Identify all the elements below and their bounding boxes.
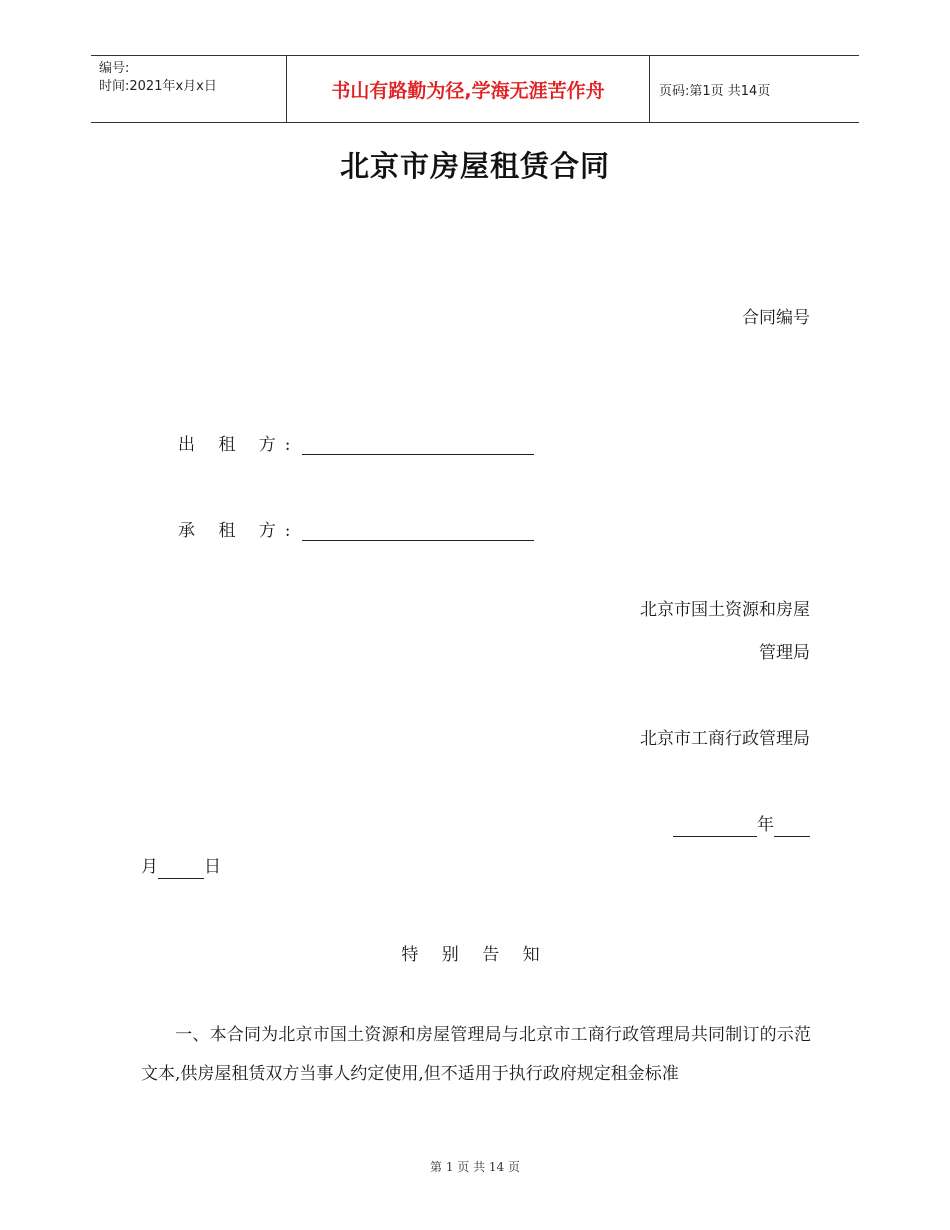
lessee-row [178, 516, 534, 541]
page-footer: 第 1 页 共 14 页 [430, 1160, 520, 1174]
date-month-row [141, 855, 221, 879]
document-header [91, 55, 859, 123]
header-motto: 书山有路勤为径,学海无涯苦作舟 [331, 79, 605, 102]
issuer-line-2: 管理局 [759, 643, 810, 663]
month-blank[interactable] [774, 818, 810, 837]
date-year-row [673, 813, 810, 837]
year-char: 年 [757, 815, 774, 835]
notice-paragraph-1 [141, 1016, 811, 1094]
number-label: 编号: [99, 61, 130, 76]
year-blank[interactable] [673, 818, 757, 837]
contract-number-label: 合同编号 [742, 308, 810, 328]
time-label: 时间:2021年x月x日 [99, 79, 217, 94]
day-blank[interactable] [158, 860, 204, 879]
notice-title: 特 别 告 知 [401, 945, 549, 965]
lessor-label: 出 租 方: [178, 435, 300, 455]
lessee-label: 承 租 方: [178, 521, 300, 541]
issuer-line-3: 北京市工商行政管理局 [640, 729, 810, 749]
document-title: 北京市房屋租赁合同 [339, 149, 610, 183]
issuer-line-1: 北京市国土资源和房屋 [640, 600, 810, 620]
header-page-label: 页码:第1页 共14页 [659, 84, 771, 99]
lessor-blank[interactable] [302, 436, 534, 455]
lessee-blank[interactable] [302, 522, 534, 541]
day-char: 日 [204, 857, 221, 877]
month-char: 月 [141, 857, 158, 877]
header-divider [649, 56, 650, 122]
lessor-row [178, 430, 534, 455]
header-meta [99, 60, 217, 96]
paragraph-text: 一、本合同为北京市国土资源和房屋管理局与北京市工商行政管理局共同制订的示范文本,供房屋租赁双方当事人约定使用,但不适用于执行政府规定租金标准 [141, 1025, 811, 1084]
